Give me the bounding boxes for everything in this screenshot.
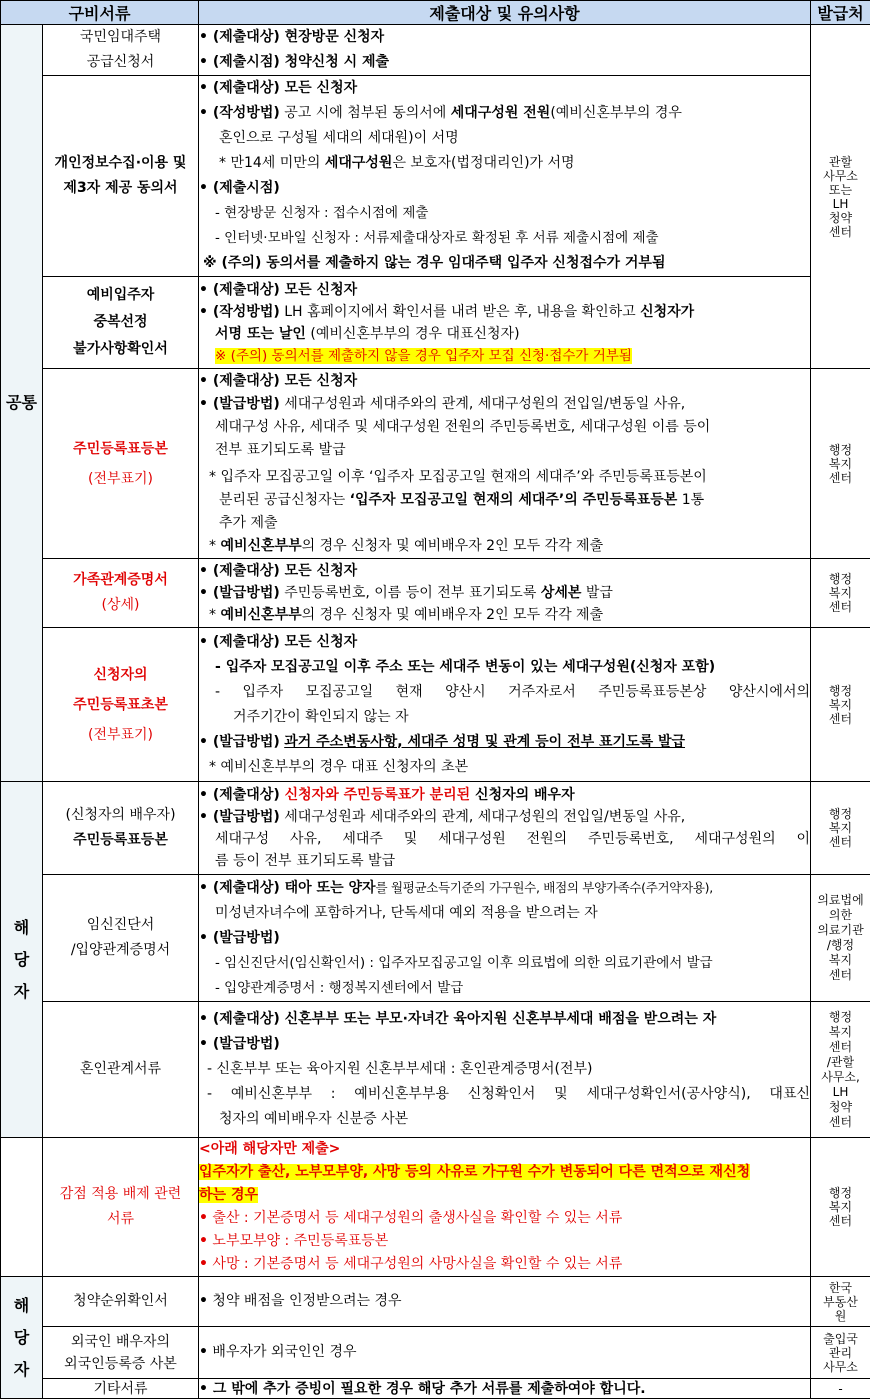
issuer-line: 행정 bbox=[811, 443, 870, 457]
bullet-icon: • bbox=[199, 304, 208, 320]
category-label: 당 bbox=[1, 1322, 42, 1354]
bullet-icon: • bbox=[199, 585, 208, 601]
doc-name-cell bbox=[43, 1327, 199, 1379]
content-label: (발급방법) bbox=[208, 734, 280, 750]
bullet-icon: • bbox=[199, 1011, 208, 1027]
issuer-cell bbox=[811, 369, 870, 559]
bullet-icon: • bbox=[199, 54, 208, 70]
content-cell bbox=[199, 1379, 811, 1399]
bullet-icon: • bbox=[199, 634, 208, 650]
bullet-icon: • bbox=[199, 880, 208, 896]
content-text: 청약신청 시 제출 bbox=[280, 54, 389, 70]
content-text: 신청자의 배우자 bbox=[470, 787, 574, 803]
content-text: 배우자가 외국인인 경우 bbox=[208, 1344, 357, 1360]
content-text: 청약 배점을 인정받으려는 경우 bbox=[208, 1293, 402, 1309]
content-text: * 만14세 미만의 bbox=[219, 155, 325, 171]
issuer-cell bbox=[811, 1327, 870, 1379]
table-row bbox=[1, 782, 870, 875]
warning-highlight: 하는 경우 bbox=[199, 1187, 258, 1203]
category-label: 해 bbox=[1, 1290, 42, 1322]
content-emphasis: 예비신혼부부 bbox=[220, 607, 301, 623]
category-spacer bbox=[1, 1138, 43, 1277]
content-cell bbox=[199, 1277, 811, 1327]
content-text: * bbox=[209, 607, 220, 623]
issuer-line: 관리 bbox=[811, 1346, 870, 1360]
content-label: (제출시점) bbox=[208, 180, 280, 196]
content-text: 은 보호자(법정대리인)가 서명 bbox=[392, 155, 574, 171]
content-label: (제출대상) bbox=[208, 787, 280, 803]
content-emphasis: 예비신혼부부 bbox=[220, 538, 301, 554]
content-emphasis: 과거 주소변동사항, 세대주 성명 및 관계 등이 전부 표기도록 발급 bbox=[284, 734, 685, 750]
issuer-line: 센터 bbox=[811, 471, 870, 485]
content-label: (발급방법) bbox=[208, 585, 280, 601]
bullet-icon: • bbox=[199, 1344, 208, 1360]
content-label: (제출대상) bbox=[208, 1011, 280, 1027]
bullet-icon: • bbox=[199, 1381, 208, 1397]
category-label: 자 bbox=[1, 976, 42, 1008]
issuer-line: LH bbox=[811, 1085, 870, 1100]
content-line: - 인터넷·모바일 신청자 : 서류제출대상자로 확정된 후 서류 제출시점에 제출 bbox=[199, 226, 810, 251]
warning-line: ※ (주의) 동의서를 제출하지 않는 경우 임대주택 입주자 신청접수가 거부됨 bbox=[199, 251, 810, 276]
bullet-icon: • bbox=[199, 809, 208, 825]
issuer-cell bbox=[811, 1002, 870, 1138]
content-label: (제출대상) bbox=[208, 29, 280, 45]
doc-name-line: /입양관계증명서 bbox=[43, 938, 198, 963]
content-label: (발급방법) bbox=[208, 1036, 280, 1052]
issuer-cell bbox=[811, 782, 870, 875]
doc-name-cell bbox=[43, 875, 199, 1002]
content-text: 1통 bbox=[677, 492, 704, 508]
table-row bbox=[1, 559, 870, 628]
category-common bbox=[1, 25, 43, 782]
content-line: 름 등이 전부 표기되도록 발급 bbox=[199, 850, 810, 872]
issuer-line: 복지 bbox=[811, 1200, 870, 1214]
issuer-line: /행정 bbox=[811, 938, 870, 953]
warning-highlight: ※ (주의) 동의서를 제출하지 않을 경우 입주자 모집 신청·접수가 거부됨 bbox=[215, 348, 632, 364]
issuer-line: 사무소 bbox=[811, 169, 870, 183]
content-text: 모든 신청자 bbox=[280, 563, 357, 579]
issuer-line: 센터 bbox=[811, 600, 870, 614]
doc-name-line: 불가사항확인서 bbox=[43, 336, 198, 363]
issuer-line: - bbox=[811, 1382, 870, 1396]
content-text: 모든 신청자 bbox=[280, 634, 357, 650]
issuer-line: 복지 bbox=[811, 586, 870, 600]
issuer-line: 청약 bbox=[811, 211, 870, 225]
content-label: (발급방법) bbox=[208, 396, 280, 412]
bullet-icon: • bbox=[199, 180, 208, 196]
issuer-line: 의한 bbox=[811, 908, 870, 923]
warning-highlight: 입주자가 출산, 노부모부양, 사망 등의 사유로 가구원 수가 변동되어 다른 면적으로 재신청 bbox=[199, 1164, 750, 1180]
header-issuer: 발급처 bbox=[811, 1, 870, 25]
content-text: 그 밖에 추가 증빙이 필요한 경우 해당 추가 서류를 제출하여야 합니다. bbox=[208, 1381, 646, 1397]
doc-name-cell bbox=[43, 1379, 199, 1399]
content-text: 분리된 공급신청자는 bbox=[219, 492, 350, 508]
category-applicable bbox=[1, 782, 43, 1138]
table-row bbox=[1, 277, 870, 369]
category-label: 자 bbox=[1, 1354, 42, 1386]
doc-name-line: 외국인 배우자의 bbox=[43, 1331, 198, 1353]
bullet-icon: • bbox=[199, 80, 208, 96]
content-text: 의 경우 신청자 및 예비배우자 2인 모두 각각 제출 bbox=[302, 538, 603, 554]
doc-name-line: (전부표기) bbox=[43, 464, 198, 494]
bullet-icon: • bbox=[199, 29, 208, 45]
content-text: 주민등록번호, 이름 등이 전부 표기되도록 bbox=[280, 585, 541, 601]
issuer-cell bbox=[811, 1138, 870, 1277]
table-row bbox=[1, 76, 870, 277]
content-text: 세대구성원과 세대주와의 관계, 세대구성원의 전입일/변동일 사유, bbox=[280, 396, 685, 412]
content-heading: <아래 해당자만 제출> bbox=[199, 1138, 810, 1161]
doc-name-line: 주민등록표초본 bbox=[43, 690, 198, 720]
doc-name-line: 혼인관계서류 bbox=[43, 1057, 198, 1082]
content-cell bbox=[199, 277, 811, 369]
doc-name-cell bbox=[43, 369, 199, 559]
content-label: (제출대상) bbox=[208, 563, 280, 579]
content-line: - 입양관계증명서 : 행정복지센터에서 발급 bbox=[199, 976, 810, 1001]
content-cell bbox=[199, 369, 811, 559]
issuer-line: 관할 bbox=[811, 155, 870, 169]
doc-name-line: 외국인등록증 사본 bbox=[43, 1353, 198, 1375]
issuer-cell bbox=[811, 628, 870, 782]
content-text: 발급 bbox=[581, 585, 613, 601]
doc-name-cell bbox=[43, 1277, 199, 1327]
doc-name-line: 가족관계증명서 bbox=[43, 568, 198, 593]
table-row bbox=[1, 875, 870, 1002]
content-label: (제출대상) bbox=[208, 80, 280, 96]
content-line: 혼인으로 구성될 세대의 세대원)이 서명 bbox=[199, 126, 810, 151]
table-header-row bbox=[1, 1, 870, 25]
doc-name-line: 주민등록표등본 bbox=[43, 828, 198, 853]
table-row bbox=[1, 1327, 870, 1379]
issuer-line: 출입국 bbox=[811, 1332, 870, 1346]
content-emphasis: 세대구성원 bbox=[325, 155, 393, 171]
issuer-line: 원 bbox=[811, 1309, 870, 1323]
content-line: - 입주자 모집공고일 현재 양산시 거주자로서 주민등록표등본상 양산시에서의 bbox=[199, 680, 810, 705]
doc-name-line: 개인정보수집·이용 및 bbox=[43, 151, 198, 176]
content-cell bbox=[199, 875, 811, 1002]
content-text: (예비신혼부부의 경우 bbox=[550, 105, 682, 121]
doc-name-cell bbox=[43, 1138, 199, 1277]
content-text: 노부모부양 : 주민등록표등본 bbox=[208, 1233, 388, 1249]
issuer-cell bbox=[811, 1379, 870, 1399]
issuer-line: 복지 bbox=[811, 821, 870, 835]
content-text: * bbox=[209, 538, 220, 554]
content-cell bbox=[199, 76, 811, 277]
doc-name-cell bbox=[43, 559, 199, 628]
content-label: (제출대상) bbox=[208, 373, 280, 389]
content-label: (작성방법) bbox=[208, 304, 280, 320]
issuer-line: 센터 bbox=[811, 968, 870, 983]
category-label: 공통 bbox=[1, 387, 42, 419]
issuer-line: 행정 bbox=[811, 807, 870, 821]
content-label: (제출시점) bbox=[208, 54, 280, 70]
content-emphasis: 상세본 bbox=[541, 585, 582, 601]
issuer-line: 복지 bbox=[811, 698, 870, 712]
doc-name-line: 주민등록표등본 bbox=[43, 434, 198, 464]
issuer-line: 복지 bbox=[811, 1025, 870, 1040]
issuer-line: 센터 bbox=[811, 225, 870, 239]
content-line: 세대구성 사유, 세대주 및 세대구성원 전원의 주민등록번호, 세대구성원의 이 bbox=[199, 828, 810, 850]
issuer-line: 센터 bbox=[811, 1115, 870, 1130]
bullet-icon: • bbox=[199, 563, 208, 579]
issuer-line: 센터 bbox=[811, 835, 870, 849]
doc-name-line: 기타서류 bbox=[43, 1380, 198, 1398]
doc-name-cell bbox=[43, 25, 199, 76]
issuer-line: 사무소 bbox=[811, 1360, 870, 1374]
doc-name-line: (상세) bbox=[43, 593, 198, 618]
table-row bbox=[1, 25, 870, 76]
issuer-line: 행정 bbox=[811, 572, 870, 586]
doc-name-line: (신청자의 배우자) bbox=[43, 803, 198, 828]
content-line: - 예비신혼부부 : 예비신혼부부용 신청확인서 및 세대구성확인서(공사양식), 대표신 bbox=[199, 1082, 810, 1107]
content-line: 전부 표기되도록 발급 bbox=[199, 439, 810, 462]
table-row bbox=[1, 628, 870, 782]
content-line: 거주기간이 확인되지 않는 자 bbox=[199, 705, 810, 730]
doc-name-cell bbox=[43, 782, 199, 875]
issuer-line: 청약 bbox=[811, 1100, 870, 1115]
content-label: (발급방법) bbox=[208, 809, 280, 825]
issuer-line: 센터 bbox=[811, 1040, 870, 1055]
category-label: 해 bbox=[1, 912, 42, 944]
content-cell bbox=[199, 25, 811, 76]
doc-name-cell bbox=[43, 1002, 199, 1138]
issuer-line: 센터 bbox=[811, 1214, 870, 1228]
issuer-line: 행정 bbox=[811, 684, 870, 698]
content-line: - 신혼부부 또는 육아지원 신혼부부세대 : 혼인관계증명서(전부) bbox=[199, 1057, 810, 1082]
content-cell bbox=[199, 628, 811, 782]
doc-name-line: (전부표기) bbox=[43, 720, 198, 750]
content-cell bbox=[199, 1138, 811, 1277]
content-emphasis: 태아 또는 양자 bbox=[280, 880, 376, 896]
content-text: 를 월평균소득기준의 가구원수, 배점의 부양가족수(주거약자용), bbox=[376, 880, 713, 895]
issuer-line: /관할 bbox=[811, 1055, 870, 1070]
category-label: 당 bbox=[1, 944, 42, 976]
header-content: 제출대상 및 유의사항 bbox=[199, 1, 811, 25]
issuer-line: 사무소, bbox=[811, 1070, 870, 1085]
issuer-line: 복지 bbox=[811, 457, 870, 471]
content-text: 현장방문 신청자 bbox=[280, 29, 384, 45]
bullet-icon: • bbox=[199, 396, 208, 412]
bullet-icon: • bbox=[199, 1036, 208, 1052]
content-line: - 입주자 모집공고일 이후 주소 또는 세대주 변동이 있는 세대구성원(신청자 포함) bbox=[199, 655, 810, 680]
content-label: (발급방법) bbox=[208, 930, 280, 946]
doc-name-line: 신청자의 bbox=[43, 660, 198, 690]
content-line: 세대구성 사유, 세대주 및 세대구성원 전원의 주민등록번호, 세대구성원 이름 등이 bbox=[199, 416, 810, 439]
bullet-icon: • bbox=[199, 1256, 208, 1272]
issuer-line: 행정 bbox=[811, 1186, 870, 1200]
bullet-icon: • bbox=[199, 787, 208, 803]
issuer-line: 의료법에 bbox=[811, 893, 870, 908]
content-cell bbox=[199, 1002, 811, 1138]
content-text: 공고 시에 첨부된 동의서에 bbox=[280, 105, 451, 121]
issuer-line: 복지 bbox=[811, 953, 870, 968]
header-documents: 구비서류 bbox=[1, 1, 199, 25]
bullet-icon: • bbox=[199, 105, 208, 121]
content-text: 세대구성원과 세대주와의 관계, 세대구성원의 전입일/변동일 사유, bbox=[280, 809, 685, 825]
doc-name-cell bbox=[43, 76, 199, 277]
doc-name-line: 청약순위확인서 bbox=[43, 1289, 198, 1314]
content-text: 사망 : 기본증명서 등 세대구성원의 사망사실을 확인할 수 있는 서류 bbox=[208, 1256, 622, 1272]
content-line: * 예비신혼부부의 경우 대표 신청자의 초본 bbox=[199, 755, 810, 780]
content-text: 모든 신청자 bbox=[280, 80, 357, 96]
issuer-line: 의료기관 bbox=[811, 923, 870, 938]
content-text: (예비신혼부부의 경우 대표신청자) bbox=[306, 326, 520, 342]
content-line: - 임신진단서(임신확인서) : 입주자모집공고일 이후 의료법에 의한 의료기관에서 발급 bbox=[199, 951, 810, 976]
bullet-icon: • bbox=[199, 1293, 208, 1309]
category-applicable bbox=[1, 1277, 43, 1399]
bullet-icon: • bbox=[199, 734, 208, 750]
doc-name-line: 감점 적용 배제 관련 bbox=[43, 1182, 198, 1207]
content-label: (제출대상) bbox=[208, 634, 280, 650]
doc-name-line: 서류 bbox=[43, 1207, 198, 1232]
issuer-cell bbox=[811, 25, 870, 369]
content-label: (작성방법) bbox=[208, 105, 280, 121]
table-row bbox=[1, 1277, 870, 1327]
issuer-line: 부동산 bbox=[811, 1295, 870, 1309]
issuer-line: 행정 bbox=[811, 1010, 870, 1025]
issuer-line: 센터 bbox=[811, 712, 870, 726]
doc-name-cell bbox=[43, 277, 199, 369]
content-cell bbox=[199, 559, 811, 628]
content-label: (제출대상) bbox=[208, 282, 280, 298]
table-row bbox=[1, 1002, 870, 1138]
content-line: 청자의 예비배우자 신분증 사본 bbox=[199, 1107, 810, 1132]
issuer-cell bbox=[811, 875, 870, 1002]
content-emphasis: 신청자와 주민등록표가 분리된 bbox=[280, 787, 470, 803]
content-text: 출산 : 기본증명서 등 세대구성원의 출생사실을 확인할 수 있는 서류 bbox=[208, 1210, 622, 1226]
content-line: 추가 제출 bbox=[199, 512, 810, 535]
content-text: 의 경우 신청자 및 예비배우자 2인 모두 각각 제출 bbox=[302, 607, 603, 623]
issuer-line: 한국 bbox=[811, 1281, 870, 1295]
content-line: - 현장방문 신청자 : 접수시점에 제출 bbox=[199, 201, 810, 226]
issuer-line: 또는 bbox=[811, 183, 870, 197]
bullet-icon: • bbox=[199, 930, 208, 946]
content-line: * 입주자 모집공고일 이후 ‘입주자 모집공고일 현재의 세대주’와 주민등록표등본이 bbox=[199, 462, 810, 489]
content-text: 신혼부부 또는 부모·자녀간 육아지원 신혼부부세대 배점을 받으려는 자 bbox=[280, 1011, 717, 1027]
issuer-cell bbox=[811, 1277, 870, 1327]
issuer-cell bbox=[811, 559, 870, 628]
content-label: (제출대상) bbox=[208, 880, 280, 896]
bullet-icon: • bbox=[199, 373, 208, 389]
doc-name-line: 임신진단서 bbox=[43, 913, 198, 938]
content-text: 모든 신청자 bbox=[280, 282, 357, 298]
doc-name-line: 예비입주자 bbox=[43, 282, 198, 309]
bullet-icon: • bbox=[199, 1233, 208, 1249]
doc-name-cell bbox=[43, 628, 199, 782]
table-row bbox=[1, 1379, 870, 1399]
content-line: 미성년자녀수에 포함하거나, 단독세대 예외 적용을 받으려는 자 bbox=[199, 901, 810, 926]
content-text: LH 홈페이지에서 확인서를 내려 받은 후, 내용을 확인하고 bbox=[280, 304, 640, 320]
content-text: 모든 신청자 bbox=[280, 373, 357, 389]
table-row bbox=[1, 369, 870, 559]
bullet-icon: • bbox=[199, 282, 208, 298]
table-row bbox=[1, 1138, 870, 1277]
issuer-line: LH bbox=[811, 197, 870, 211]
content-emphasis: 세대구성원 전원 bbox=[451, 105, 551, 121]
content-cell bbox=[199, 1327, 811, 1379]
doc-name-line: 중복선정 bbox=[43, 309, 198, 336]
content-cell bbox=[199, 782, 811, 875]
doc-name-line: 공급신청서 bbox=[43, 50, 198, 75]
content-emphasis: ‘입주자 모집공고일 현재의 세대주’의 주민등록표등본 bbox=[350, 492, 678, 508]
content-emphasis: 신청자가 bbox=[640, 304, 694, 320]
content-emphasis: 서명 또는 날인 bbox=[215, 326, 306, 342]
bullet-icon: • bbox=[199, 1210, 208, 1226]
doc-name-line: 제3자 제공 동의서 bbox=[43, 176, 198, 201]
doc-name-line: 국민임대주택 bbox=[43, 25, 198, 50]
